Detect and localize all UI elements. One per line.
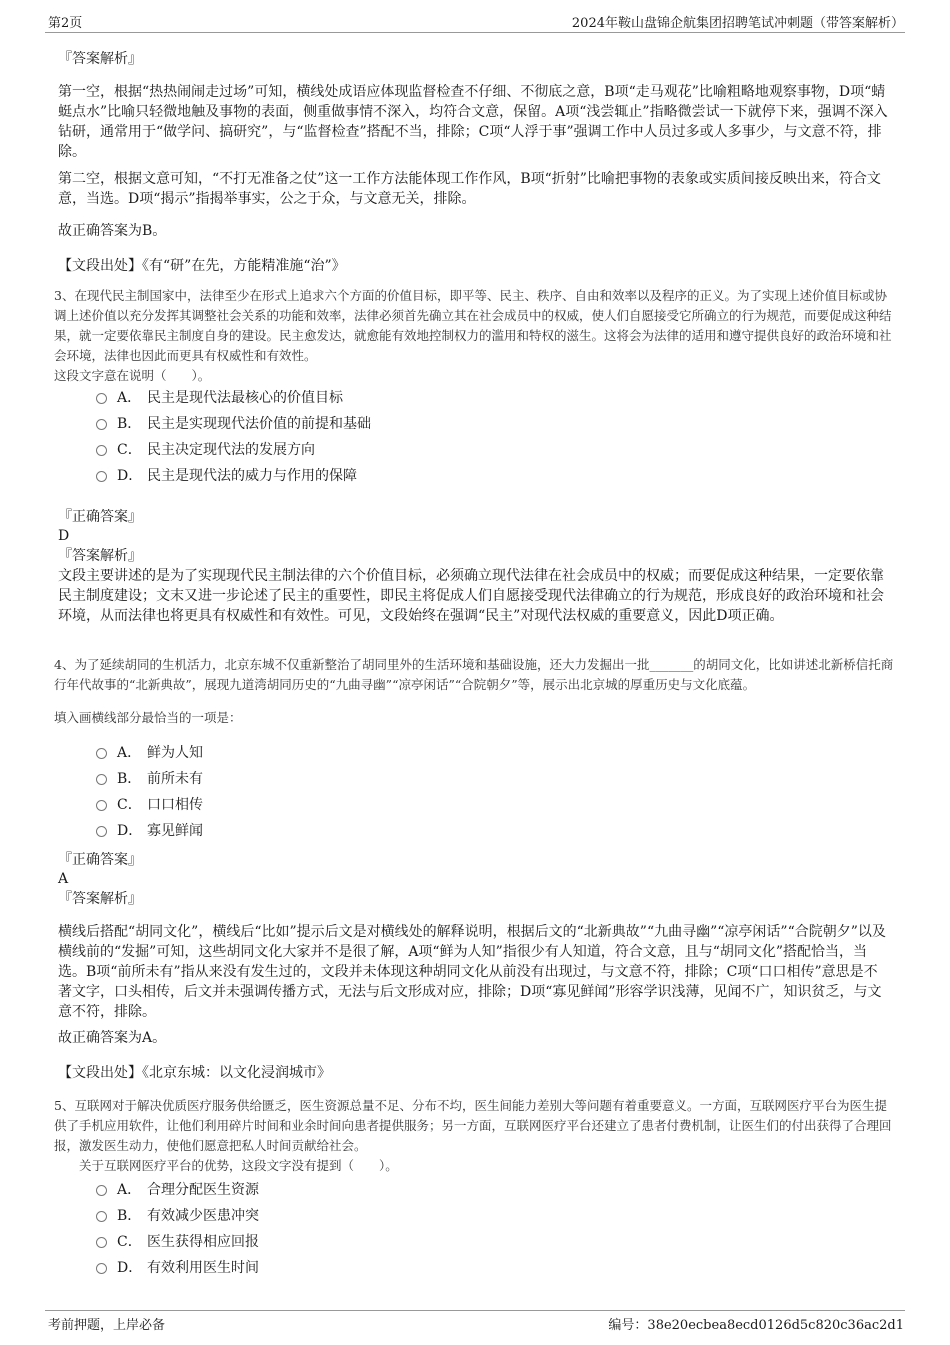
page-number: 第2页 [48, 16, 83, 31]
question-4-stem: 4、为了延续胡同的生机活力，北京东城不仅重新整治了胡同里外的生活环境和基础设施，还大力发掘出一批_______的胡同文化，比如讲述北新桥信托商行年代故事的“北新典故”，展现九道湾胡同历史的“九曲寻幽”“凉亭闲话”“合院朝夕”等，展示出北京城的厚重历史与文化底蕴。 [54, 657, 894, 692]
question-3-stem: 3、在现代民主制国家中，法律至少在形式上追求六个方面的价值目标，即平等、民主、秩序、自由和效率以及程序的正义。为了实现上述价值目标或协调上述价值以充分发挥其调整社会关系的功能和效率，法律必须首先确立其在社会成员中的权威，使人们自愿接受它所确立的行为规范，而要促成这种结果，就一定要依靠民主制度自身的建设。民主愈发达，就愈能有效地控制权力的滥用和特权的滋生。这将会为法律的适用和遵守提供良好的政治环境和社会环境，法律也因此而更具有权威性和有效性。 这段文字意在说明（ ）。 [54, 288, 892, 383]
q3-option-d[interactable]: D． 民主是现代法的威力与作用的保障 [96, 466, 357, 486]
radio-icon[interactable] [96, 1237, 107, 1248]
source-citation: 【文段出处】《有“研”在先，方能精准施“治”》 [58, 258, 346, 274]
correct-answer-statement: 故正确答案为A。 [58, 1030, 167, 1046]
correct-answer-label: 『正确答案』 [58, 509, 142, 525]
question-5-stem: 5、互联网对于解决优质医疗服务供给匮乏，医生资源总量不足、分布不均，医生间能力差别大等问题有着重要意义。一方面，互联网医疗平台为医生提供了手机应用软件，让他们利用碎片时间和业余时间向患者提供服务；另一方面，互联网医疗平台还建立了患者付费机制，让医生们的付出获得了合理回报，激发医生动力，使他们愿意把私人时间贡献给社会。 关于互联网医疗平台的优势，这段文字没有提到（ ）。 [54, 1098, 892, 1173]
radio-icon[interactable] [96, 826, 107, 837]
q3-option-a[interactable]: A． 民主是现代法最核心的价值目标 [96, 388, 343, 408]
question-4-instruction: 填入画横线部分最恰当的一项是： [54, 710, 242, 725]
radio-icon[interactable] [96, 445, 107, 456]
answer-analysis-label: 『答案解析』 [58, 891, 142, 907]
correct-answer-statement: 故正确答案为B。 [58, 223, 167, 239]
answer-analysis-label: 『答案解析』 [58, 51, 142, 67]
q4-option-b[interactable]: B． 前所未有 [96, 769, 203, 789]
q5-option-c[interactable]: C． 医生获得相应回报 [96, 1232, 259, 1252]
radio-icon[interactable] [96, 471, 107, 482]
q5-option-d[interactable]: D． 有效利用医生时间 [96, 1258, 259, 1278]
correct-answer-value: A [58, 871, 69, 887]
q3-option-b[interactable]: B． 民主是实现现代法价值的前提和基础 [96, 414, 371, 434]
radio-icon[interactable] [96, 393, 107, 404]
q4-option-c[interactable]: C． 口口相传 [96, 795, 203, 815]
analysis-paragraph-1: 第一空，根据“热热闹闹走过场”可知，横线处成语应体现监督检查不仔细、不彻底之意，B项“走马观花”比喻粗略地观察事物，D项“蜻蜓点水”比喻只轻微地触及事物的表面，侧重做事情不深入，均符合文意，保留。A项“浅尝辄止”指略微尝试一下就停下来，强调不深入钻研，通常用于“做学问、搞研究”，与“监督检查”搭配不当，排除；C项“人浮于事”强调工作中人员过多或人多事少，与文意不符，排除。 [58, 84, 888, 160]
q5-option-a[interactable]: A． 合理分配医生资源 [96, 1180, 259, 1200]
radio-icon[interactable] [96, 774, 107, 785]
document-id: 编号：38e20ecbea8ecd0126d5c820c36ac2d1 [608, 1318, 904, 1333]
radio-icon[interactable] [96, 1263, 107, 1274]
question-4-analysis: 横线后搭配“胡同文化”，横线后“比如”提示后文是对横线处的解释说明，根据后文的“北新典故”“九曲寻幽”“凉亭闲话”“合院朝夕”以及横线前的“发掘”可知，这些胡同文化大家并不是很了解，A项“鲜为人知”指很少有人知道，符合文意，且与“胡同文化”搭配恰当，当选。B项“前所未有”指从来没有发生过的，文段并未体现这种胡同文化从前没有出现过，与文意不符，排除；C项“口口相传”意思是不著文字，口头相传，后文并未强调传播方式，无法与后文形成对应，排除；D项“寡见鲜闻”形容学识浅薄，见闻不广，知识贫乏，与文意不符，排除。 [58, 924, 886, 1020]
q3-option-c[interactable]: C． 民主决定现代法的发展方向 [96, 440, 315, 460]
source-citation: 【文段出处】《北京东城：以文化浸润城市》 [58, 1065, 331, 1081]
answer-analysis-label: 『答案解析』 [58, 548, 142, 564]
correct-answer-label: 『正确答案』 [58, 852, 142, 868]
question-3-analysis: 文段主要讲述的是为了实现现代民主制法律的六个价值目标，必须确立现代法律在社会成员中的权威；而要促成这种结果，一定要依靠民主制度建设；文末又进一步论述了民主的重要性，即民主将促成人们自愿接受现代法律确立的行为规范，形成良好的政治环境和社会环境，从而法律也将更具有权威性和有效性。可见，文段始终在强调“民主”对现代法权威的重要意义，因此D项正确。 [58, 568, 884, 624]
header-divider [45, 32, 905, 33]
q4-option-a[interactable]: A． 鲜为人知 [96, 743, 203, 763]
q5-option-b[interactable]: B． 有效减少医患冲突 [96, 1206, 259, 1226]
radio-icon[interactable] [96, 419, 107, 430]
footer-divider [45, 1310, 905, 1311]
document-title: 2024年鞍山盘锦企航集团招聘笔试冲刺题（带答案解析） [571, 16, 904, 31]
footer-slogan: 考前押题，上岸必备 [48, 1318, 166, 1333]
radio-icon[interactable] [96, 748, 107, 759]
radio-icon[interactable] [96, 1211, 107, 1222]
q4-option-d[interactable]: D． 寡见鲜闻 [96, 821, 203, 841]
analysis-paragraph-2: 第二空，根据文意可知，“不打无准备之仗”这一工作方法能体现工作作风，B项“折射”比喻把事物的表象或实质间接反映出来，符合文意，当选。D项“揭示”指揭举事实，公之于众，与文意无关，排除。 [58, 171, 881, 207]
radio-icon[interactable] [96, 1185, 107, 1196]
correct-answer-value: D [58, 528, 70, 544]
radio-icon[interactable] [96, 800, 107, 811]
